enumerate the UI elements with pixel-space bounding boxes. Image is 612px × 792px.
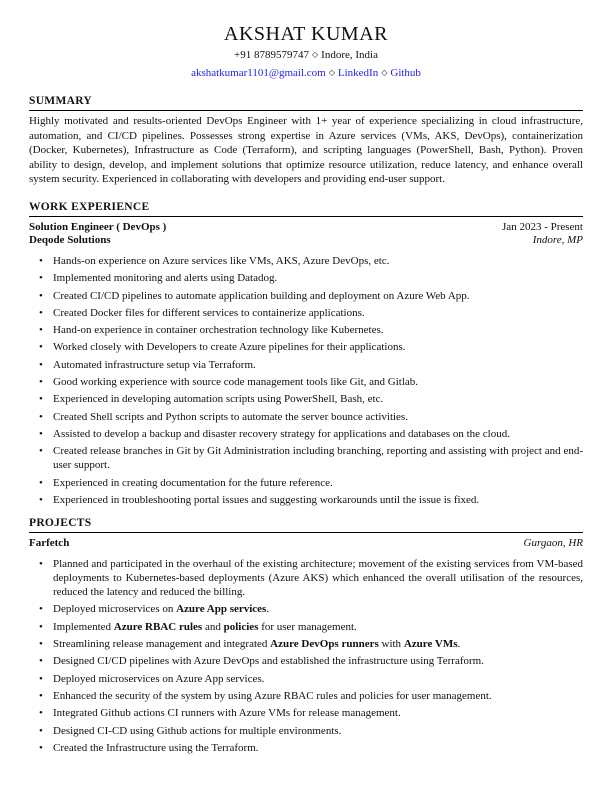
text-segment: Hand-on experience in container orchestration technology like Kubernetes.	[53, 324, 384, 337]
text-segment: Assisted to develop a backup and disaster recovery strategy for applications and databases on the cloud.	[53, 427, 510, 440]
list-item	[53, 392, 583, 406]
list-item	[53, 741, 583, 755]
list-item	[53, 557, 583, 600]
experience-role-row	[29, 221, 583, 235]
text-segment: .	[457, 638, 461, 651]
text-segment: Hands-on experience on Azure services like VMs, AKS, Azure DevOps, etc.	[53, 254, 390, 267]
text-segment: Implemented	[53, 620, 114, 633]
bold-text: Azure RBAC rules	[113, 620, 203, 633]
job-role: Solution Engineer ( DevOps )	[29, 220, 167, 233]
bold-text: Azure App services	[176, 603, 267, 616]
list-item	[53, 672, 583, 686]
list-item	[53, 724, 583, 738]
text-segment: Planned and participated in the overhaul of the existing architecture; movement of the existing services from VM-based deployments to Kubernetes-based deployments (Azure AKS) which enhanced the overall utilisation of the resources, reduced the latency and reduced the billing.	[53, 557, 583, 599]
contact-line-2	[29, 64, 583, 82]
contact-line-1	[29, 46, 583, 64]
resume-page	[29, 22, 583, 758]
text-segment: Automated infrastructure setup via Terraform.	[53, 358, 256, 371]
diamond-separator-icon: ◇	[328, 68, 335, 77]
projects-heading: PROJECTS	[29, 517, 583, 533]
text-segment: Experienced in creating documentation for the future reference.	[53, 476, 333, 489]
text-segment: .	[266, 603, 270, 616]
text-segment: Worked closely with Developers to create Azure pipelines for their applications.	[53, 341, 406, 354]
text-segment: with	[378, 638, 404, 651]
list-item	[53, 493, 583, 507]
text-segment: and	[202, 620, 224, 633]
experience-heading: WORK EXPERIENCE	[29, 201, 583, 217]
list-item	[53, 375, 583, 389]
candidate-name: AKSHAT KUMAR	[224, 23, 388, 45]
bold-text: Azure VMs	[403, 638, 458, 651]
text-segment: Experienced in troubleshooting portal issues and suggesting workarounds until the issue is fixed.	[53, 494, 480, 507]
text-segment: Implemented monitoring and alerts using Datadog.	[53, 272, 278, 285]
list-item	[53, 444, 583, 472]
diamond-separator-icon: ◇	[312, 50, 319, 59]
text-segment: Experienced in developing automation scripts using PowerShell, Bash, etc.	[53, 393, 384, 406]
list-item	[53, 271, 583, 285]
job-dates: Jan 2023 - Present	[502, 220, 583, 233]
list-item	[53, 410, 583, 424]
email-link[interactable]: akshatkumar1101@gmail.com	[191, 67, 326, 79]
location: Indore, India	[321, 49, 378, 61]
github-link[interactable]: Github	[390, 67, 421, 79]
bold-text: Azure DevOps runners	[270, 638, 379, 651]
bold-text: policies	[223, 620, 259, 633]
project-location: Gurgaon, HR	[523, 537, 583, 550]
summary-heading: SUMMARY	[29, 95, 583, 111]
project-row	[29, 537, 583, 551]
text-segment: Integrated Github actions CI runners with Azure VMs for release management.	[53, 707, 401, 720]
experience-company-row	[29, 234, 583, 248]
list-item	[53, 340, 583, 354]
list-item	[53, 306, 583, 320]
text-segment: Created CI/CD pipelines to automate application building and deployment on Azure Web App.	[53, 289, 470, 302]
list-item	[53, 637, 583, 651]
list-item	[53, 476, 583, 490]
text-segment: Deployed microservices on	[53, 603, 177, 616]
linkedin-link[interactable]: LinkedIn	[337, 67, 379, 79]
text-segment: Enhanced the security of the system by using Azure RBAC rules and policies for user management.	[53, 689, 492, 702]
experience-bullets	[29, 254, 583, 507]
list-item	[53, 427, 583, 441]
company-name: Deqode Solutions	[29, 234, 111, 247]
text-segment: Created Docker files for different services to containerize applications.	[53, 306, 365, 319]
text-segment: Created Shell scripts and Python scripts to automate the server bounce activities.	[53, 410, 408, 423]
project-name: Farfetch	[29, 537, 70, 550]
text-segment: Created release branches in Git by Git Administration including branching, reporting and assisting with project and end-user support.	[53, 445, 583, 472]
diamond-separator-icon: ◇	[381, 68, 388, 77]
list-item	[53, 289, 583, 303]
list-item	[53, 602, 583, 616]
list-item	[53, 323, 583, 337]
phone: +91 8789579747	[234, 49, 309, 61]
list-item	[53, 254, 583, 268]
project-bullets	[29, 557, 583, 755]
summary-text: Highly motivated and results-oriented DevOps Engineer with 1+ year of experience specializing in cloud infrastructure, automation, and CI/CD pipelines. Possesses strong expertise in Azure services (VMs, AKS, DevOps), containerization (Docker, Kubernetes), Infrastructure as Code (Terraform), and scripting languages (PowerShell, Bash, Python). Proven ability to design, develop, and implement solutions that optimize resource utilization, reduce latency, and enhance overall system security. Experienced in collaborating with developers and providing end-user support.	[29, 115, 583, 186]
list-item	[53, 706, 583, 720]
text-segment: Created the Infrastructure using the Terraform.	[53, 741, 259, 754]
company-location: Indore, MP	[532, 234, 583, 247]
list-item	[53, 620, 583, 634]
text-segment: for user management.	[258, 620, 357, 633]
list-item	[53, 689, 583, 703]
text-segment: Deployed microservices on Azure App services.	[53, 672, 265, 685]
list-item	[53, 654, 583, 668]
text-segment: Designed CI/CD pipelines with Azure DevOps and established the infrastructure using Terraform.	[53, 655, 484, 668]
text-segment: Streamlining release management and integrated	[53, 638, 271, 651]
text-segment: Designed CI-CD using Github actions for multiple environments.	[53, 724, 342, 737]
list-item	[53, 358, 583, 372]
text-segment: Good working experience with source code management tools like Git, and Gitlab.	[53, 376, 419, 389]
